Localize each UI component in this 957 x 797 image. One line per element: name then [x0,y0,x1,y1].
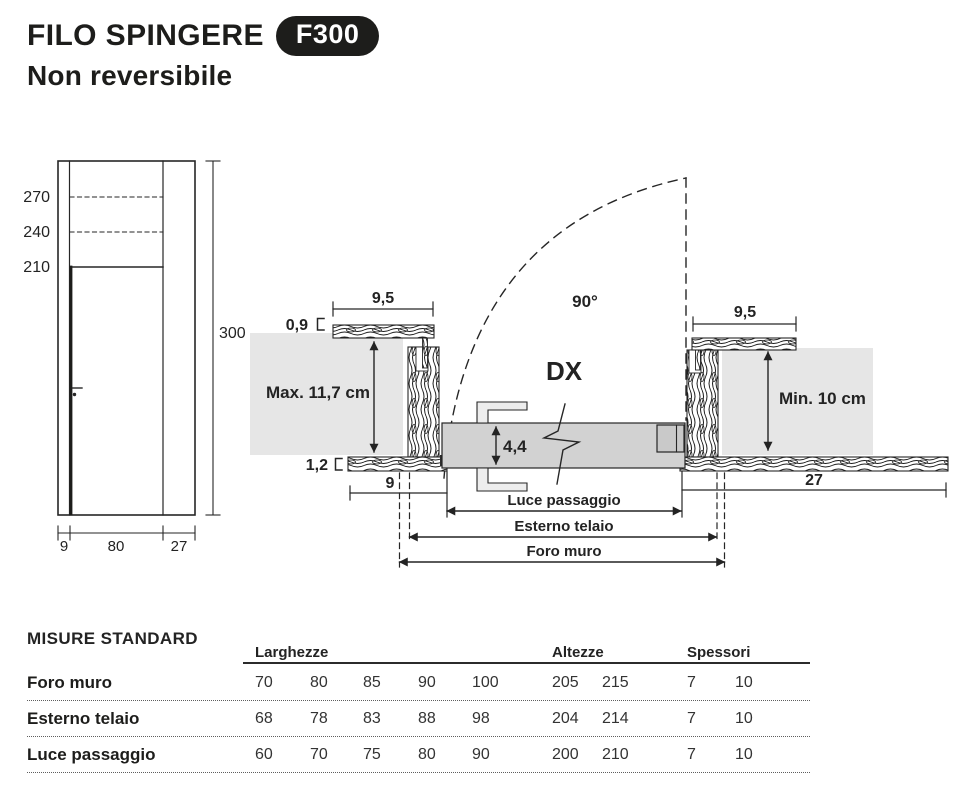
height-mark-210: 210 [23,259,50,276]
cell: 78 [310,709,328,727]
architrave-bottom-label: 1,2 [305,457,328,474]
cell: 7 [687,709,696,727]
leaf-thickness-label: 4,4 [503,437,527,456]
cell: 83 [363,709,381,727]
table-column-groups [27,644,810,663]
elevation-wall-outline [58,161,195,515]
elevation-view [23,161,246,555]
cell: 10 [735,673,753,691]
table-row-foro-muro [27,665,810,701]
cell: 75 [363,745,381,763]
dim-left-frame-depth [350,486,447,500]
technical-drawing [0,140,957,610]
table-title: MISURE STANDARD [27,629,198,648]
height-mark-270: 270 [23,189,50,206]
lock-box [657,425,684,452]
architrave-bottom-bracket [336,459,343,471]
esterno-telaio-label: Esterno telaio [514,518,614,535]
left-architrave-bottom [348,457,447,471]
architrave-top-bracket [318,319,325,331]
max-wall-label: Max. 11,7 cm [266,383,370,402]
col-group-spessori: Spessori [687,644,751,661]
architrave-top-label: 0,9 [285,317,308,334]
cell: 214 [602,709,629,727]
row-label: Foro muro [27,672,112,692]
cell: 10 [735,709,753,727]
swing-angle-label: 90° [572,292,598,311]
foro-muro-label: Foro muro [526,543,602,560]
cell: 90 [418,673,436,691]
cell: 7 [687,673,696,691]
right-frame-width-label: 9,5 [733,304,757,321]
row-label: Esterno telaio [27,708,140,728]
right-wall-depth-label: 27 [805,472,823,489]
cell: 200 [552,745,579,763]
cell: 10 [735,745,753,763]
page-title: FILO SPINGERE [27,19,264,52]
table-row-esterno-telaio [27,701,810,737]
table-row-luce-passaggio [27,737,810,773]
cell: 68 [255,709,273,727]
cell: 210 [602,745,629,763]
plan-view [250,178,948,567]
total-height-label: 300 [219,325,246,342]
table-header-rule [243,662,810,664]
min-wall-label: Min. 10 cm [779,389,866,408]
door-leaf-section [442,423,685,468]
left-architrave-top [333,325,434,338]
cell: 7 [687,745,696,763]
cell: 80 [418,745,436,763]
right-architrave-top [692,338,796,350]
cell: 100 [472,673,499,691]
cell: 204 [552,709,579,727]
cell: 98 [472,709,490,727]
cell: 60 [255,745,273,763]
cell: 215 [602,673,629,691]
cell: 70 [255,673,273,691]
bottom-dim-80: 80 [107,538,125,555]
cell: 80 [310,673,328,691]
height-mark-240: 240 [23,224,50,241]
luce-passaggio-label: Luce passaggio [507,492,621,509]
cell: 205 [552,673,579,691]
col-group-larghezze: Larghezze [255,644,329,661]
standard-sizes-table [27,665,810,773]
page-subtitle: Non reversibile [27,60,233,91]
hand-label: DX [545,356,583,386]
bottom-dim-9: 9 [59,538,69,555]
cell: 88 [418,709,436,727]
total-height-dimension [206,161,220,515]
col-group-altezze: Altezze [552,644,604,661]
left-frame-depth-label: 9 [385,475,395,492]
right-wall-finish-strip [680,457,948,471]
cell: 90 [472,745,490,763]
page-header [27,16,379,92]
model-badge: F300 [276,16,380,56]
handle-bottom [477,468,527,491]
bottom-dim-27: 27 [170,538,188,555]
left-frame-width-label: 9,5 [371,290,395,307]
cell: 70 [310,745,328,763]
cell: 85 [363,673,381,691]
row-label: Luce passaggio [27,744,156,764]
handle-top [477,402,527,423]
